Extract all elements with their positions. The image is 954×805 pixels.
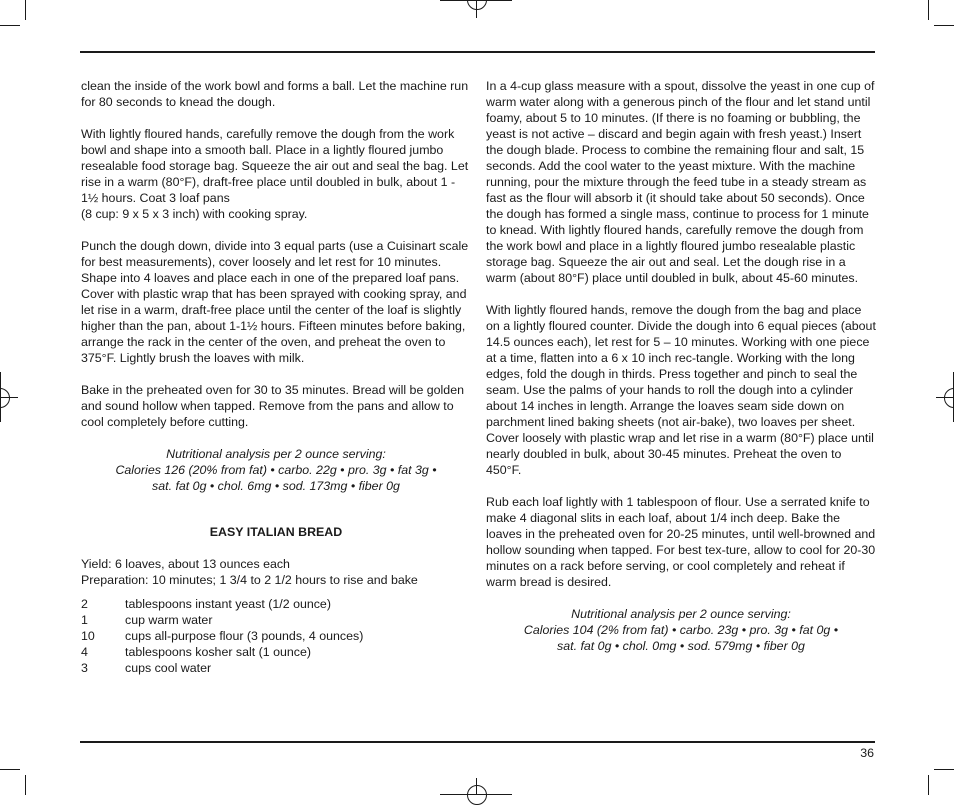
- header-rule: [80, 51, 875, 53]
- nutrition-title: Nutritional analysis per 2 ounce serving:: [166, 447, 386, 461]
- ingredient-item: [81, 644, 471, 660]
- crop-mark-tr-h: [934, 25, 954, 26]
- left-nutrition: [81, 446, 471, 494]
- left-paragraph-4: Bake in the preheated oven for 30 to 35 minutes. Bread will be golden and sound hollow when tapped. Remove from the pans and allow to cool completely before cutting.: [81, 383, 464, 429]
- nutrition-line-2: sat. fat 0g • chol. 0mg • sod. 579mg • fiber 0g: [557, 639, 805, 653]
- ingredient-item: [81, 612, 471, 628]
- registration-line-right-h: [936, 397, 954, 398]
- crop-mark-tl-v: [25, 0, 26, 20]
- ingredient-text: cups all-purpose flour (3 pounds, 4 ounces): [125, 629, 364, 643]
- crop-mark-bl-h: [0, 769, 20, 770]
- ingredient-text: tablespoons kosher salt (1 ounce): [125, 645, 311, 659]
- recipe-title: EASY ITALIAN BREAD: [209, 525, 343, 539]
- right-paragraph-3: Rub each loaf lightly with 1 tablespoon of flour. Use a serrated knife to make 4 diagonal slits in each loaf, about 1/4 inch deep. Bake the loaves in the preheated oven for 20-25 minutes, until well-browned and hollow sounding when tapped. For best tex-ture, allow to cool for 20-30 minutes on a rack before serving, or cool completely and reheat if warm bread is desired.: [486, 495, 876, 589]
- registration-mark-bottom: [467, 785, 487, 805]
- right-paragraph-2: With lightly floured hands, remove the dough from the bag and place on a lightly floured counter. Divide the dough into 6 equal pieces (about 14.5 ounces each), let rest for 5 – 10 minutes. Working with one piece at a time, flatten into a 6 x 10 inch rec-tangle. Working with the long edges, fold the dough in thirds. Press together and pinch to seal the seam. Use the palms of your hands to roll the dough into a cylinder about 14 inches in length. Arrange the loaves seam side down on parchment lined baking sheets (not air-bake), two loaves per sheet. Cover loosely with plastic wrap and let rise in a warm (80°F) place until nearly doubled in bulk, about 30-45 minutes. Preheat the oven to 450°F.: [486, 303, 876, 477]
- ingredient-qty: 2: [81, 597, 88, 611]
- registration-mark-top: [467, 0, 487, 10]
- registration-line-left-v: [0, 372, 1, 422]
- crop-mark-br-v: [928, 775, 929, 795]
- nutrition-line-1: Calories 104 (2% from fat) • carbo. 23g • pro. 3g • fat 0g •: [523, 623, 839, 637]
- left-paragraph-3: Punch the dough down, divide into 3 equal parts (use a Cuisinart scale for best measurements), cover loosely and let rest for 10 minutes. Shape into 4 loaves and place each in one of the prepared loaf pans. Cover with plastic wrap that has been sprayed with cooking spray, and let rise in a warm, draft-free place until the center of the loaf is slightly higher than the pan, about 1-1½ hours. Fifteen minutes before baking, arrange the rack in the center of the oven, and preheat the oven to 375°F. Lightly brush the loaves with milk.: [81, 239, 469, 365]
- recipe-prep: Preparation: 10 minutes; 1 3/4 to 2 1/2 hours to rise and bake: [81, 573, 418, 587]
- recipe-yield: Yield: 6 loaves, about 13 ounces each: [81, 557, 290, 571]
- crop-mark-tl-h: [0, 25, 20, 26]
- ingredient-qty: 1: [81, 613, 88, 627]
- ingredient-text: cups cool water: [125, 661, 212, 675]
- left-paragraph-2: With lightly floured hands, carefully remove the dough from the work bowl and shape into a smooth ball. Place in a lightly floured jumbo resealable food storage bag. Squeeze the air out and seal the bag. Let rise in a warm (80°F), draft-free place until doubled in bulk, about 1 - 1½ hours. Coat 3 loaf pans: [81, 127, 469, 205]
- ingredient-text: tablespoons instant yeast (1/2 ounce): [125, 597, 331, 611]
- nutrition-line-1: Calories 126 (20% from fat) • carbo. 22g • pro. 3g • fat 3g •: [115, 463, 437, 477]
- registration-line-bottom-v: [476, 778, 477, 795]
- footer-rule: [80, 741, 875, 743]
- crop-mark-br-h: [934, 769, 954, 770]
- registration-mark-left: [0, 388, 10, 408]
- registration-line-left-h: [0, 397, 18, 398]
- right-column: [486, 78, 876, 684]
- nutrition-title: Nutritional analysis per 2 ounce serving:: [571, 607, 791, 621]
- nutrition-line-2: sat. fat 0g • chol. 6mg • sod. 173mg • fiber 0g: [152, 479, 400, 493]
- right-nutrition: [486, 606, 876, 654]
- ingredient-qty: 4: [81, 645, 88, 659]
- left-paragraph-2-cont: (8 cup: 9 x 5 x 3 inch) with cooking spray.: [81, 207, 308, 221]
- registration-line-top-v: [476, 0, 477, 18]
- left-paragraph-1: clean the inside of the work bowl and forms a ball. Let the machine run for 80 seconds to knead the dough.: [81, 79, 469, 109]
- ingredient-qty: 10: [81, 629, 95, 643]
- crop-mark-bl-v: [25, 775, 26, 795]
- ingredient-text: cup warm water: [125, 613, 213, 627]
- ingredient-qty: 3: [81, 661, 88, 675]
- ingredient-item: [81, 660, 471, 676]
- ingredient-list: [81, 596, 471, 676]
- ingredient-item: [81, 596, 471, 612]
- page-number: 36: [860, 746, 874, 760]
- crop-mark-tr-v: [928, 0, 929, 20]
- left-column: [81, 78, 471, 676]
- right-paragraph-1: In a 4-cup glass measure with a spout, dissolve the yeast in one cup of warm water along with a generous pinch of the flour and let stand until foamy, about 5 to 10 minutes. (If there is no foaming or bubbling, the yeast is not active – discard and begin again with fresh yeast.) Insert the dough blade. Process to combine the remaining flour and salt, 15 seconds. Add the cool water to the yeast mixture. With the machine running, pour the mixture through the feed tube in a steady stream as fast as the flour will absorb it (it should take about 50 seconds). Once the dough has formed a single mass, continue to process for 1 minute to knead. With lightly floured hands, carefully remove the dough from the work bowl and place in a lightly floured jumbo resealable plastic storage bag. Squeeze the air out and seal. Let the dough rise in a warm (about 80°F) place until doubled in bulk, about 45-60 minutes.: [486, 79, 875, 285]
- ingredient-item: [81, 628, 471, 644]
